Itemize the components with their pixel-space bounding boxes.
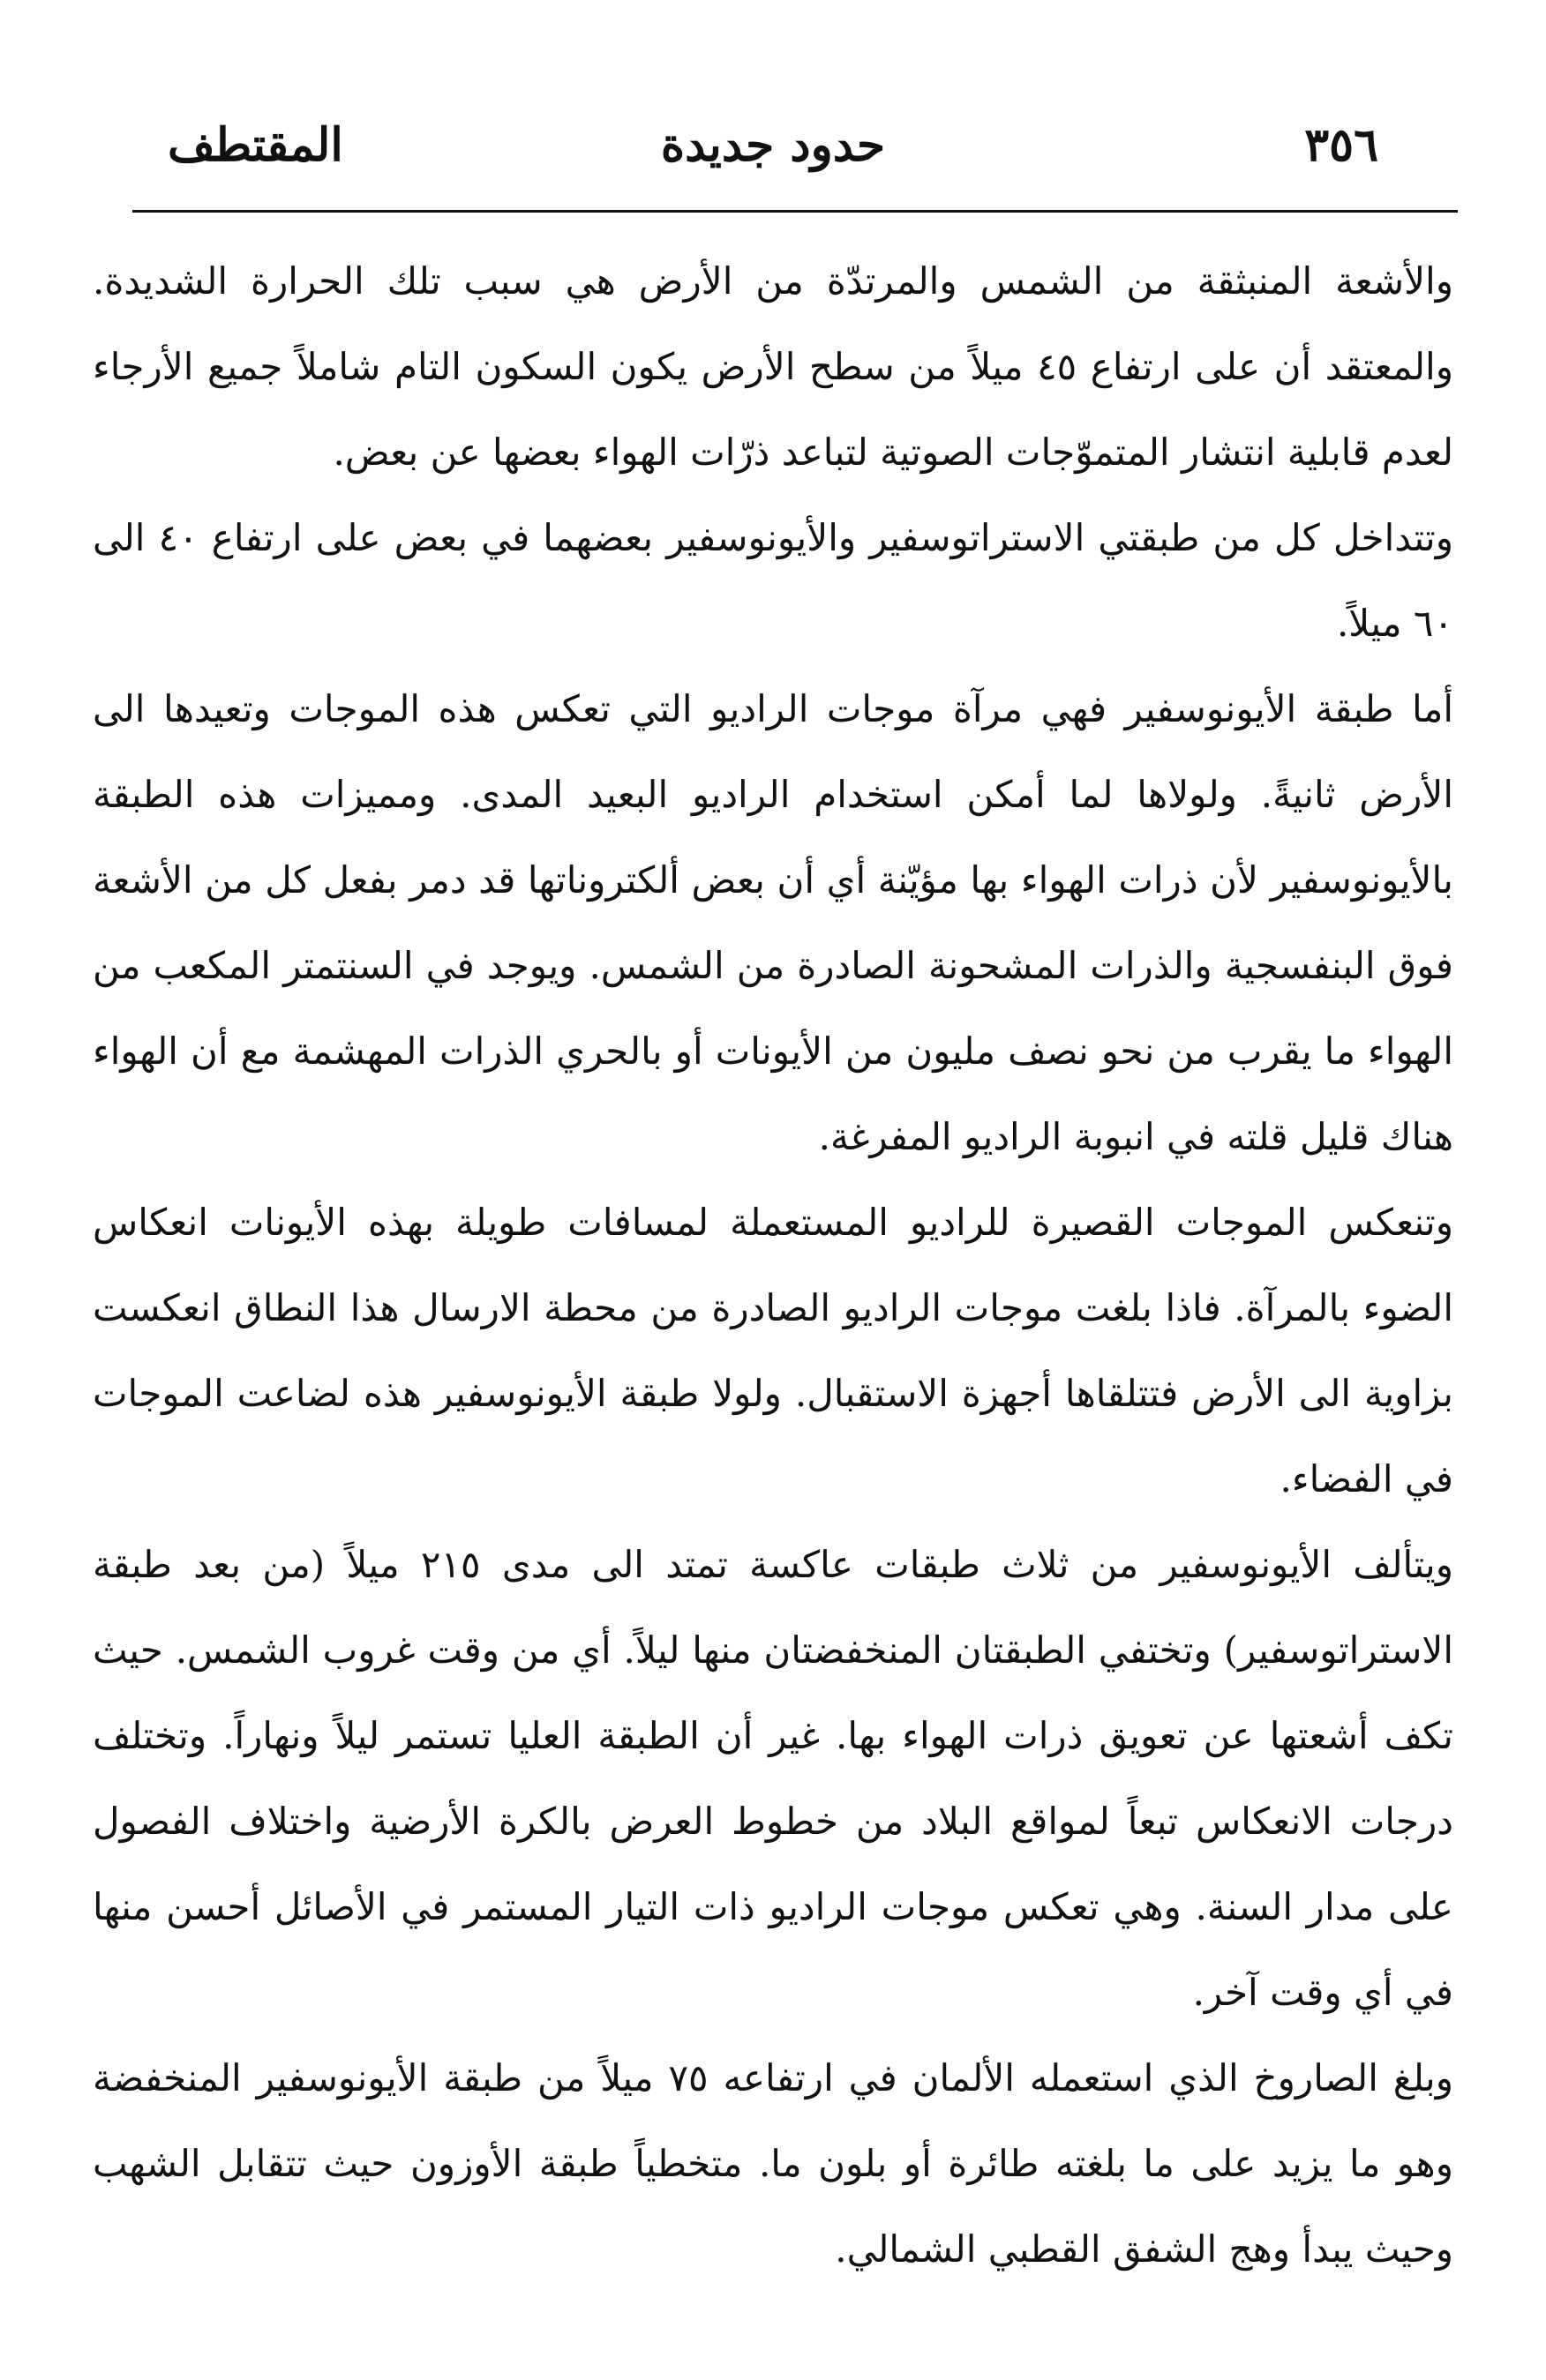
journal-name: المقتطف xyxy=(168,118,343,172)
header-rule xyxy=(132,210,1458,213)
paragraph: وتنعكس الموجات القصيرة للراديو المستعملة لمسافات طويلة بهذه الأيونات انعكاس الضوء بالمرآة. فاذا بلغت موجات الراديو الصادرة من محطة الارسال هذا النطاق انعكست بزاوية الى الأرض فتتلقاها أجهزة الاستقبال. ولولا طبقة الأيونوسفير هذه لضاعت الموجات في الفضاء. xyxy=(93,1201,1453,1501)
article-title: حدود جديدة xyxy=(660,118,886,172)
paragraph: وبلغ الصاروخ الذي استعمله الألمان في ارتفاعه ٧٥ ميلاً من طبقة الأيونوسفير المنخفضة وهو ما يزيد على ما بلغته طائرة أو بلون ما. متخطياً طبقة الأوزون حيث تتقابل الشهب وحيث يبدأ وهج الشفق القطبي الشمالي. xyxy=(93,2056,1454,2271)
paragraph: والأشعة المنبثقة من الشمس والمرتدّة من الأرض هي سبب تلك الحرارة الشديدة. والمعتقد أن على ارتفاع ٤٥ ميلاً من سطح الأرض يكون السكون التام شاملاً جميع الأرجاء لعدم قابلية انتشار المتموّجات الصوتية لتباعد ذرّات الهواء بعضها عن بعض. xyxy=(93,259,1453,474)
paragraph: ويتألف الأيونوسفير من ثلاث طبقات عاكسة تمتد الى مدى ٢١٥ ميلاً (من بعد طبقة الاستراتوسفير) وتختفي الطبقتان المنخفضتان منها ليلاً. أي من وقت غروب الشمس. حيث تكف أشعتها عن تعويق ذرات الهواء بها. غير أن الطبقة العليا تستمر ليلاً ونهاراً. وتختلف درجات الانعكاس تبعاً لمواقع البلاد من خطوط العرض بالكرة الأرضية واختلاف الفصول على مدار السنة. وهي تعكس موجات الراديو ذات التيار المستمر في الأصائل أحسن منها في أي وقت آخر. xyxy=(93,1543,1453,2014)
article-body xyxy=(93,238,1453,2292)
running-header xyxy=(132,106,1414,185)
page-number: ٣٥٦ xyxy=(1304,118,1378,172)
paragraph: أما طبقة الأيونوسفير فهي مرآة موجات الراديو التي تعكس هذه الموجات وتعيدها الى الأرض ثانيةً. ولولاها لما أمكن استخدام الراديو البعيد المدى. ومميزات هذه الطبقة بالأيونوسفير لأن ذرات الهواء بها مؤيّنة أي أن بعض ألكتروناتها قد دمر بفعل كل من الأشعة فوق البنفسجية والذرات المشحونة الصادرة من الشمس. ويوجد في السنتمتر المكعب من الهواء ما يقرب من نحو نصف مليون من الأيونات أو بالحري الذرات المهشمة مع أن الهواء هناك قليل قلته في انبوبة الراديو المفرغة. xyxy=(93,687,1453,1158)
paragraph: وتتداخل كل من طبقتي الاستراتوسفير والأيونوسفير بعضهما في بعض على ارتفاع ٤٠ الى ٦٠ ميلاً. xyxy=(93,516,1453,645)
